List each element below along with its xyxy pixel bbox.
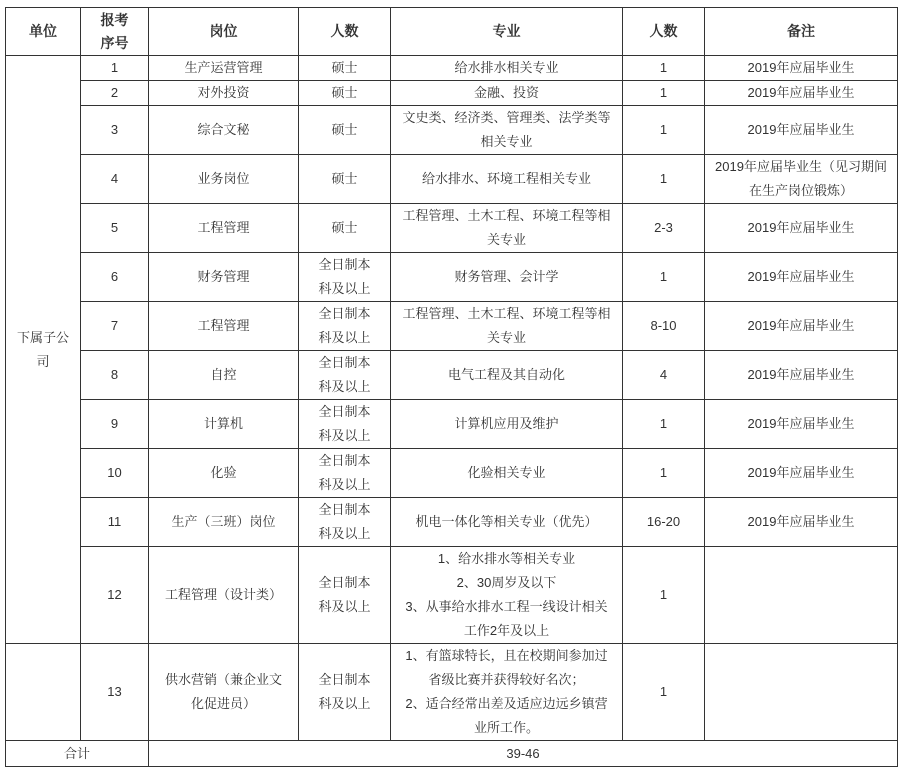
cell-post: 工程管理（设计类） <box>149 547 299 644</box>
cell-post: 生产运营管理 <box>149 56 299 81</box>
cell-edu: 硕士 <box>299 204 391 253</box>
table-row <box>6 498 898 547</box>
cell-post: 自控 <box>149 351 299 400</box>
table-row <box>6 449 898 498</box>
header-edu: 人数 <box>299 8 391 56</box>
recruitment-table <box>5 7 898 767</box>
cell-note <box>705 644 898 741</box>
table-row <box>6 400 898 449</box>
cell-no: 4 <box>81 155 149 204</box>
cell-major: 财务管理、会计学 <box>391 253 623 302</box>
table-row <box>6 106 898 155</box>
cell-post: 财务管理 <box>149 253 299 302</box>
header-row <box>6 8 898 56</box>
total-row <box>6 741 898 767</box>
cell-no: 13 <box>81 644 149 741</box>
cell-major: 化验相关专业 <box>391 449 623 498</box>
cell-edu: 硕士 <box>299 81 391 106</box>
cell-post: 计算机 <box>149 400 299 449</box>
cell-no: 3 <box>81 106 149 155</box>
cell-count: 4 <box>623 351 705 400</box>
cell-count: 16-20 <box>623 498 705 547</box>
cell-no: 6 <box>81 253 149 302</box>
table-row <box>6 302 898 351</box>
cell-count: 2-3 <box>623 204 705 253</box>
cell-no: 1 <box>81 56 149 81</box>
cell-major: 给水排水相关专业 <box>391 56 623 81</box>
cell-note: 2019年应届毕业生 <box>705 302 898 351</box>
cell-major: 1、给水排水等相关专业 2、30周岁及以下 3、从事给水排水工程一线设计相关工作2年及以上 <box>391 547 623 644</box>
cell-note <box>705 547 898 644</box>
total-label: 合计 <box>6 741 149 767</box>
cell-post: 工程管理 <box>149 302 299 351</box>
cell-no: 11 <box>81 498 149 547</box>
cell-edu: 全日制本科及以上 <box>299 547 391 644</box>
cell-major: 电气工程及其自动化 <box>391 351 623 400</box>
cell-note: 2019年应届毕业生 <box>705 253 898 302</box>
cell-count: 1 <box>623 155 705 204</box>
header-no: 报考序号 <box>81 8 149 56</box>
total-value: 39-46 <box>149 741 898 767</box>
cell-count: 1 <box>623 106 705 155</box>
table-row <box>6 81 898 106</box>
cell-major: 工程管理、土木工程、环境工程等相关专业 <box>391 204 623 253</box>
cell-post: 生产（三班）岗位 <box>149 498 299 547</box>
cell-no: 5 <box>81 204 149 253</box>
unit-cell: 下属子公司 <box>6 56 81 644</box>
cell-post: 对外投资 <box>149 81 299 106</box>
cell-note: 2019年应届毕业生 <box>705 81 898 106</box>
cell-edu: 全日制本科及以上 <box>299 400 391 449</box>
cell-note: 2019年应届毕业生 <box>705 106 898 155</box>
cell-edu: 硕士 <box>299 155 391 204</box>
header-count: 人数 <box>623 8 705 56</box>
table-row <box>6 253 898 302</box>
cell-edu: 硕士 <box>299 56 391 81</box>
cell-note: 2019年应届毕业生 <box>705 498 898 547</box>
cell-count: 1 <box>623 56 705 81</box>
header-note: 备注 <box>705 8 898 56</box>
cell-no: 2 <box>81 81 149 106</box>
header-unit: 单位 <box>6 8 81 56</box>
cell-post: 工程管理 <box>149 204 299 253</box>
cell-post: 供水营销（兼企业文化促进员） <box>149 644 299 741</box>
cell-major: 计算机应用及维护 <box>391 400 623 449</box>
cell-count: 8-10 <box>623 302 705 351</box>
header-major: 专业 <box>391 8 623 56</box>
cell-edu: 全日制本科及以上 <box>299 351 391 400</box>
cell-edu: 全日制本科及以上 <box>299 644 391 741</box>
cell-post: 业务岗位 <box>149 155 299 204</box>
cell-no: 9 <box>81 400 149 449</box>
cell-note: 2019年应届毕业生 <box>705 56 898 81</box>
table-row <box>6 56 898 81</box>
cell-no: 12 <box>81 547 149 644</box>
cell-count: 1 <box>623 644 705 741</box>
cell-note: 2019年应届毕业生（见习期间在生产岗位锻炼） <box>705 155 898 204</box>
cell-no: 7 <box>81 302 149 351</box>
cell-edu: 硕士 <box>299 106 391 155</box>
cell-note: 2019年应届毕业生 <box>705 204 898 253</box>
cell-major: 机电一体化等相关专业（优先） <box>391 498 623 547</box>
cell-note: 2019年应届毕业生 <box>705 400 898 449</box>
cell-edu: 全日制本科及以上 <box>299 449 391 498</box>
table-row <box>6 351 898 400</box>
table-row <box>6 155 898 204</box>
cell-no: 10 <box>81 449 149 498</box>
cell-post: 综合文秘 <box>149 106 299 155</box>
cell-count: 1 <box>623 449 705 498</box>
cell-count: 1 <box>623 400 705 449</box>
cell-edu: 全日制本科及以上 <box>299 302 391 351</box>
table-row <box>6 547 898 644</box>
cell-major: 文史类、经济类、管理类、法学类等相关专业 <box>391 106 623 155</box>
cell-count: 1 <box>623 547 705 644</box>
cell-major: 给水排水、环境工程相关专业 <box>391 155 623 204</box>
cell-major: 金融、投资 <box>391 81 623 106</box>
cell-major: 工程管理、土木工程、环境工程等相关专业 <box>391 302 623 351</box>
cell-note: 2019年应届毕业生 <box>705 351 898 400</box>
cell-post: 化验 <box>149 449 299 498</box>
cell-note: 2019年应届毕业生 <box>705 449 898 498</box>
table-row <box>6 204 898 253</box>
header-post: 岗位 <box>149 8 299 56</box>
table-row <box>6 644 898 741</box>
unit-cell-empty <box>6 644 81 741</box>
cell-count: 1 <box>623 253 705 302</box>
cell-count: 1 <box>623 81 705 106</box>
cell-edu: 全日制本科及以上 <box>299 253 391 302</box>
cell-no: 8 <box>81 351 149 400</box>
cell-edu: 全日制本科及以上 <box>299 498 391 547</box>
cell-major: 1、有篮球特长，且在校期间参加过省级比赛并获得较好名次； 2、适合经常出差及适应边远乡镇营业所工作。 <box>391 644 623 741</box>
